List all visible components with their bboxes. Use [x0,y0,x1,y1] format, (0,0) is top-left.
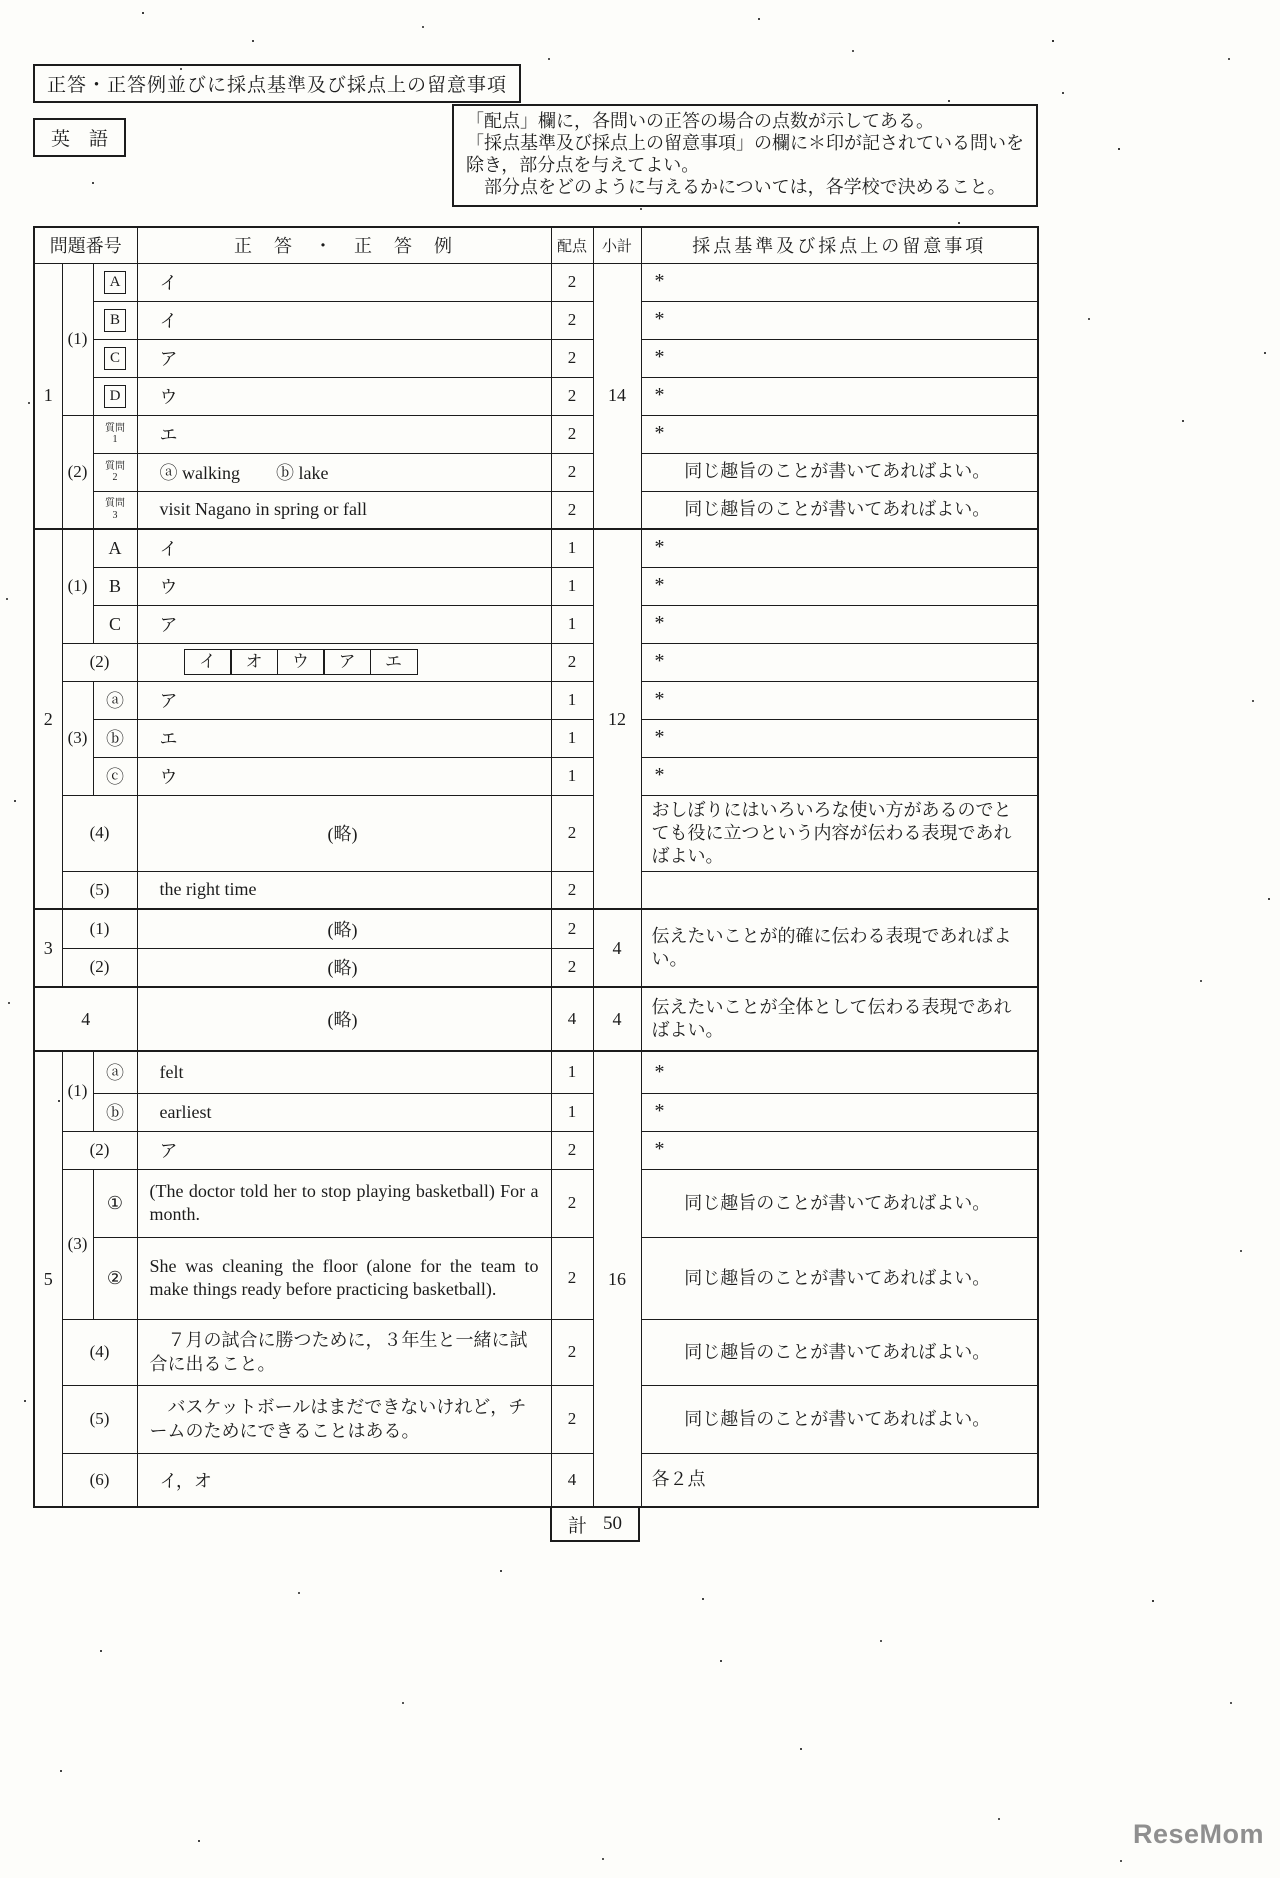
item-label: ⓒ [93,757,137,795]
sub-number: (1) [62,909,137,948]
answer-cell: (略) [137,909,551,948]
answer-cell: earliest [137,1093,551,1131]
subtotal-cell: 14 [593,263,641,529]
sub-number: (1) [62,529,93,643]
sequence-cell: オ [230,649,278,675]
points-cell: 4 [551,1453,593,1507]
points-cell: 4 [551,987,593,1051]
answer-cell: visit Nagano in spring or fall [137,491,551,529]
table-row [34,263,1038,301]
answer-cell: イ [137,529,551,567]
points-cell: 1 [551,681,593,719]
table-row [34,909,1038,948]
answer-cell: ア [137,605,551,643]
points-cell: 2 [551,339,593,377]
points-cell: 2 [551,453,593,491]
criteria-cell: * [641,681,1038,719]
item-label [93,491,137,529]
total-score-box [550,1506,640,1542]
points-cell: 1 [551,757,593,795]
points-cell: 2 [551,1319,593,1385]
criteria-cell: * [641,339,1038,377]
subject-label: 英 語 [33,118,126,157]
criteria-cell: * [641,529,1038,567]
sequence-cell: イ [184,649,232,675]
boxed-letter: D [104,385,126,408]
sub-number: (2) [62,643,137,681]
table-row [34,1385,1038,1453]
criteria-cell: * [641,415,1038,453]
answer-cell [137,643,551,681]
grading-note-line: 部分点をどのように与えるかについては，各学校で決めること。 [466,176,1006,197]
table-row [34,871,1038,909]
item-label: ① [93,1169,137,1237]
points-cell: 2 [551,1169,593,1237]
question-number: 4 [34,987,137,1051]
answer-cell: (The doctor told her to stop playing basketball) For a month. [137,1169,551,1237]
criteria-cell: * [641,1093,1038,1131]
table-row [34,1237,1038,1319]
subtotal-cell: 4 [593,987,641,1051]
points-cell: 2 [551,795,593,871]
question-word: 質問 [105,460,125,472]
item-label: B [93,567,137,605]
col-header-points: 配点 [551,227,593,263]
sub-number: (5) [62,1385,137,1453]
sub-number: (3) [62,681,93,795]
col-header-answer: 正 答 ・ 正 答 例 [137,227,551,263]
criteria-cell: * [641,1131,1038,1169]
sub-number: (4) [62,795,137,871]
question-number: 5 [34,1051,62,1507]
sequence-cell: ウ [277,649,325,675]
answer-cell: エ [137,415,551,453]
boxed-letter: C [104,347,126,370]
item-label: A [93,529,137,567]
table-row [34,1093,1038,1131]
table-row [34,567,1038,605]
grading-note-line: 「採点基準及び採点上の留意事項」の欄に＊印が記されている問いを [466,132,1024,153]
table-row [34,529,1038,567]
question-number: 2 [34,529,62,909]
question-number: 1 [34,263,62,529]
table-row [34,681,1038,719]
answer-cell: (略) [137,795,551,871]
points-cell: 1 [551,1051,593,1093]
table-row [34,1169,1038,1237]
table-row [34,719,1038,757]
answer-cell: ７月の試合に勝つために，３年生と一緒に試合に出ること。 [137,1319,551,1385]
table-row [34,377,1038,415]
item-label [93,301,137,339]
points-cell: 2 [551,643,593,681]
table-row [34,339,1038,377]
sequence-cell: エ [370,649,418,675]
sub-number: (2) [62,415,93,529]
points-cell: 2 [551,415,593,453]
points-cell: 1 [551,719,593,757]
question-word-number: 2 [112,472,118,483]
sub-number: (6) [62,1453,137,1507]
watermark: ReseMom [1132,1819,1264,1849]
question-word: 質問 [105,422,125,434]
table-row [34,987,1038,1051]
table-row [34,1051,1038,1093]
answer-cell: イ，オ [137,1453,551,1507]
boxed-letter: A [104,271,126,294]
answer-cell: イ [137,301,551,339]
total-label: 計 [567,1515,587,1537]
question-number: 3 [34,909,62,987]
points-cell: 2 [551,301,593,339]
points-cell: 2 [551,871,593,909]
answer-cell: felt [137,1051,551,1093]
criteria-cell: 同じ趣旨のことが書いてあればよい。 [641,491,1038,529]
criteria-cell: 各２点 [641,1453,1038,1507]
answer-cell: イ [137,263,551,301]
answer-cell: ア [137,1131,551,1169]
sub-number: (1) [62,1051,93,1131]
answer-cell: エ [137,719,551,757]
answer-cell: ウ [137,757,551,795]
criteria-cell: 同じ趣旨のことが書いてあればよい。 [641,1169,1038,1237]
criteria-cell: 同じ趣旨のことが書いてあればよい。 [641,1385,1038,1453]
criteria-cell: 同じ趣旨のことが書いてあればよい。 [641,1237,1038,1319]
criteria-cell: * [641,605,1038,643]
col-header-question: 問題番号 [34,227,137,263]
points-cell: 2 [551,263,593,301]
sub-number: (3) [62,1169,93,1319]
col-header-criteria: 採点基準及び採点上の留意事項 [641,227,1038,263]
points-cell: 2 [551,948,593,987]
table-row [34,1319,1038,1385]
table-row [34,795,1038,871]
subtotal-cell: 12 [593,529,641,909]
item-label: ⓑ [93,1093,137,1131]
sub-number: (2) [62,948,137,987]
question-word-number: 1 [112,434,118,445]
item-label: C [93,605,137,643]
sub-number: (1) [62,263,93,415]
table-row [34,757,1038,795]
table-row [34,415,1038,453]
points-cell: 1 [551,1093,593,1131]
table-row [34,605,1038,643]
criteria-cell: 同じ趣旨のことが書いてあればよい。 [641,453,1038,491]
criteria-cell: 伝えたいことが的確に伝わる表現であればよい。 [641,909,1038,987]
points-cell: 2 [551,1131,593,1169]
sub-number: (4) [62,1319,137,1385]
table-row [34,1131,1038,1169]
grading-note [452,104,1038,207]
subtotal-cell: 4 [593,909,641,987]
answer-key-table-wrap [33,226,1041,1542]
item-label [93,453,137,491]
sequence-cell: ア [323,649,371,675]
answer-cell: ウ [137,377,551,415]
sub-number: (2) [62,1131,137,1169]
answer-cell: (略) [137,987,551,1051]
item-label: ⓑ [93,719,137,757]
points-cell: 1 [551,567,593,605]
criteria-cell: おしぼりにはいろいろな使い方があるのでとても役に立つという内容が伝わる表現であればよい。 [641,795,1038,871]
answer-cell: バスケットボールはまだできないけれど，チームのためにできることはある。 [137,1385,551,1453]
criteria-cell [641,871,1038,909]
points-cell: 1 [551,605,593,643]
points-cell: 1 [551,529,593,567]
criteria-cell: 伝えたいことが全体として伝わる表現であればよい。 [641,987,1038,1051]
answer-cell: ア [137,681,551,719]
table-row [34,643,1038,681]
criteria-cell: * [641,301,1038,339]
answer-key-table [33,226,1039,1508]
table-row [34,453,1038,491]
grading-note-line: 除き，部分点を与えてよい。 [466,154,700,175]
sub-number: (5) [62,871,137,909]
col-header-subtotal: 小計 [593,227,641,263]
criteria-cell: 同じ趣旨のことが書いてあればよい。 [641,1319,1038,1385]
page-title: 正答・正答例並びに採点基準及び採点上の留意事項 [33,64,521,103]
criteria-cell: * [641,263,1038,301]
item-label [93,415,137,453]
item-label [93,263,137,301]
criteria-cell: * [641,643,1038,681]
question-word-number: 3 [112,509,118,521]
boxed-letter: B [104,309,126,332]
total-value: 50 [603,1513,622,1535]
table-row [34,1453,1038,1507]
item-label: ② [93,1237,137,1319]
answer-cell: (略) [137,948,551,987]
subtotal-cell: 16 [593,1051,641,1507]
table-row [34,301,1038,339]
answer-cell: the right time [137,871,551,909]
answer-cell: ウ [137,567,551,605]
answer-cell: ⓐ walking ⓑ lake [137,453,551,491]
item-label [93,377,137,415]
question-word: 質問 [105,498,125,510]
points-cell: 2 [551,909,593,948]
points-cell: 2 [551,377,593,415]
item-label: ⓐ [93,681,137,719]
points-cell: 2 [551,1237,593,1319]
table-header-row [34,227,1038,263]
criteria-cell: * [641,377,1038,415]
criteria-cell: * [641,567,1038,605]
item-label [93,339,137,377]
scan-noise [0,0,2,2]
points-cell: 2 [551,1385,593,1453]
grading-note-line: 「配点」欄に，各問いの正答の場合の点数が示してある。 [466,111,934,131]
criteria-cell: * [641,719,1038,757]
answer-cell: ア [137,339,551,377]
criteria-cell: * [641,1051,1038,1093]
answer-sequence [184,649,548,675]
answer-cell: She was cleaning the floor (alone for the team to make things ready before practicing basketball). [137,1237,551,1319]
table-row [34,491,1038,529]
points-cell: 2 [551,491,593,529]
item-label: ⓐ [93,1051,137,1093]
criteria-cell: * [641,757,1038,795]
